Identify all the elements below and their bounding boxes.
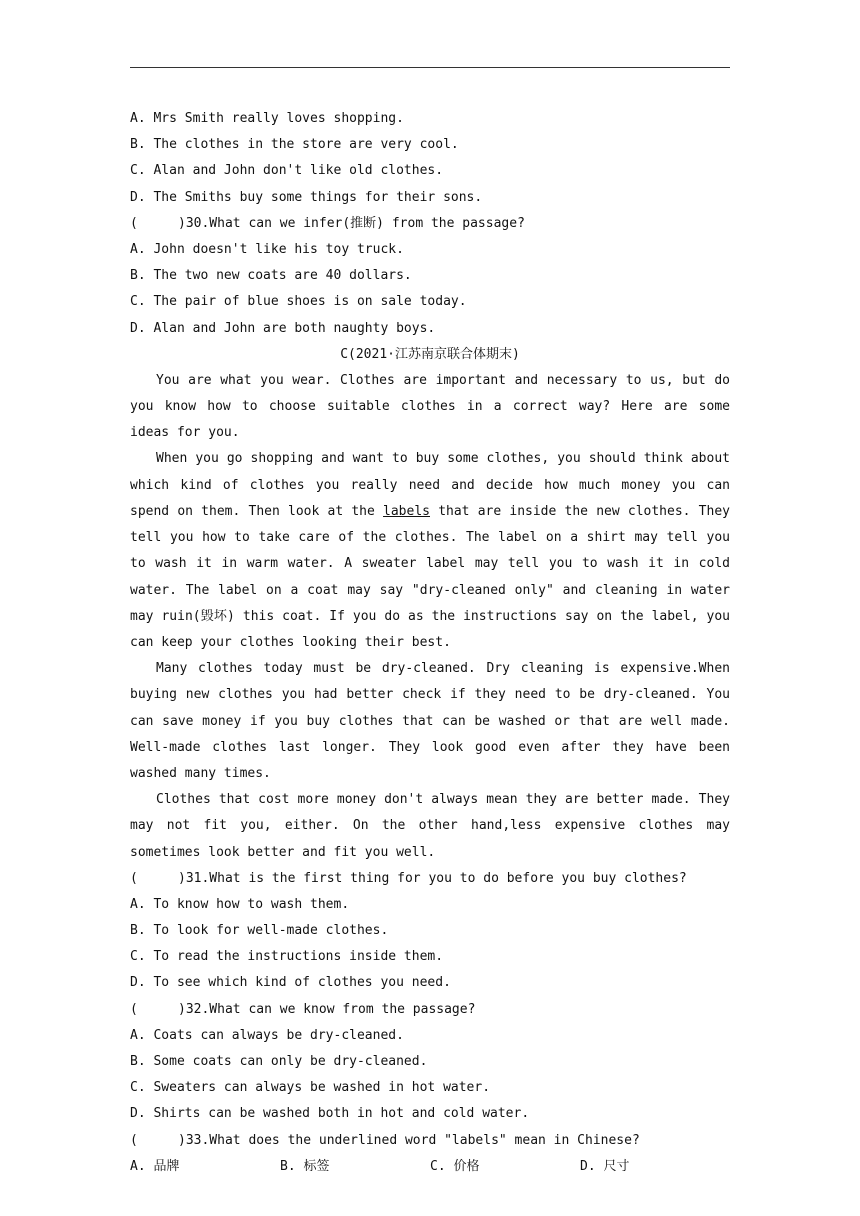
q33-option-c — [430, 1154, 580, 1180]
q30-option-b: B. The two new coats are 40 dollars. — [130, 268, 412, 284]
q30-option-c: C. The pair of blue shoes is on sale today. — [130, 294, 467, 310]
underlined-word-labels: labels — [383, 503, 430, 519]
q31-option-a: A. To know how to wash them. — [130, 896, 350, 912]
q33-option-c-text: 价格 — [453, 1158, 480, 1174]
q33-option-a — [130, 1154, 280, 1180]
q30-stem: )30.What can we infer(推断) from the passage? — [178, 215, 525, 231]
q31-stem-row — [130, 866, 730, 892]
passage-paragraph-2-end: that are inside the new clothes. They tell you how to take care of the clothes. The label on a shirt may tell you to wash it in warm water. A sweater label may tell you to wash it in cold water. The label on a coat may say "dry-cleaned only" and cleaning in water may ruin(毁坏) this coat. If you do as the instructions say on the label, you can keep your clothes looking their best. — [130, 503, 730, 650]
header-rule — [130, 67, 730, 68]
q32-stem: )32.What can we know from the passage? — [178, 1001, 476, 1017]
q31-option-c: C. To read the instructions inside them. — [130, 949, 444, 965]
q29-option-d: D. The Smiths buy some things for their sons. — [130, 189, 483, 205]
q32-option-c: C. Sweaters can always be washed in hot water. — [130, 1080, 491, 1096]
q33-option-d-letter: D. — [580, 1158, 604, 1174]
q33-option-a-text: 品牌 — [153, 1158, 180, 1174]
passage-paragraph-4: Clothes that cost more money don't always mean they are better made. They may not fit you, either. On the other hand,less expensive clothes may sometimes look better and fit you well. — [130, 792, 730, 860]
q33-stem-row — [130, 1128, 730, 1154]
passage-paragraph-3: Many clothes today must be dry-cleaned. Dry cleaning is expensive.When buying new clothes you had better check if they need to be dry-cleaned. You can save money if you buy clothes that can be washed or that are well made. Well-made clothes last longer. They look good even after they have been washed many times. — [130, 661, 730, 781]
q31-answer-blank[interactable]: ( — [130, 870, 138, 886]
q29-option-c: C. Alan and John don't like old clothes. — [130, 163, 444, 179]
q33-option-b-text: 标签 — [303, 1158, 330, 1174]
q33-option-d-text: 尺寸 — [603, 1158, 630, 1174]
q31-option-b: B. To look for well-made clothes. — [130, 923, 389, 939]
q33-options-row — [130, 1154, 730, 1180]
q30-answer-blank[interactable]: ( — [130, 215, 138, 231]
q32-option-d: D. Shirts can be washed both in hot and cold water. — [130, 1106, 530, 1122]
q33-option-b — [280, 1154, 430, 1180]
q33-answer-blank[interactable]: ( — [130, 1132, 138, 1148]
q31-option-d: D. To see which kind of clothes you need. — [130, 975, 451, 991]
passage-paragraph-1: You are what you wear. Clothes are important and necessary to us, but do you know how to choose suitable clothes in a correct way? Here are some ideas for you. — [130, 372, 730, 441]
q32-option-b: B. Some coats can only be dry-cleaned. — [130, 1054, 428, 1070]
q32-stem-row — [130, 997, 730, 1023]
q33-stem: )33.What does the underlined word "labels" mean in Chinese? — [178, 1132, 640, 1148]
q32-option-a: A. Coats can always be dry-cleaned. — [130, 1027, 404, 1043]
q29-option-b: B. The clothes in the store are very cool. — [130, 137, 459, 153]
q33-option-d — [580, 1154, 730, 1180]
document-body — [130, 106, 730, 1180]
q32-answer-blank[interactable]: ( — [130, 1001, 138, 1017]
q30-stem-row — [130, 211, 730, 237]
q31-stem: )31.What is the first thing for you to do before you buy clothes? — [178, 870, 687, 886]
section-c-heading: C(2021·江苏南京联合体期末) — [340, 346, 520, 362]
q33-option-c-letter: C. — [430, 1158, 454, 1174]
q30-option-a: A. John doesn't like his toy truck. — [130, 241, 404, 257]
q29-option-a: A. Mrs Smith really loves shopping. — [130, 111, 404, 126]
passage-paragraph-2 — [130, 446, 730, 656]
q33-option-a-letter: A. — [130, 1158, 154, 1174]
q33-option-b-letter: B. — [280, 1158, 304, 1174]
passage-paragraph-2-start: When you go shopping and want to buy some clothes, you should think about which kind of clothes you really need and decide how much money you can spend on them. Then look at the — [130, 451, 730, 519]
q30-option-d: D. Alan and John are both naughty boys. — [130, 320, 436, 336]
